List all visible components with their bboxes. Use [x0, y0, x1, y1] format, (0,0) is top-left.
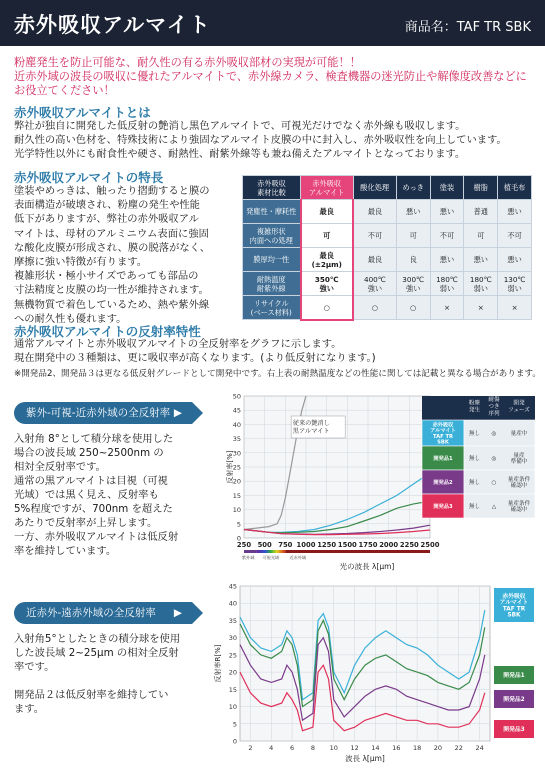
intro-line: 近赤外域の波長の吸収に優れたアルマイトで、赤外線カメラ、検査機器の迷光防止や解像度改善などに — [14, 70, 527, 83]
legend-label-line: 開発品2 — [503, 697, 525, 703]
legend-column-header-line: 序列 — [488, 411, 500, 417]
legend-row-value — [492, 504, 497, 510]
intro-line: 粉塵発生を防止可能な、耐久性の有る赤外吸収部材の実現が可能！！ — [14, 56, 361, 69]
table-cell: 悪い — [396, 200, 430, 224]
legend-column-header-line: フェーズ — [508, 407, 530, 414]
y-tick-label: 35 — [232, 435, 241, 444]
reflect-paragraph — [14, 337, 539, 365]
x-tick-label: 2000 — [379, 541, 399, 549]
reflect-line: 通常アルマイトと赤外吸収アルマイトの全反射率をグラフに示します。 — [14, 338, 342, 350]
x-axis-label: 波長 λ[μm] — [345, 754, 385, 763]
y-tick-label: 45 — [228, 582, 237, 591]
table-row-header: リサイクル (ベース材料) — [243, 296, 301, 320]
section2-line: した波長域 2~25μm の相対全反射 — [14, 647, 179, 659]
x-tick-label: 12 — [350, 744, 359, 752]
y-tick-label: 15 — [232, 491, 241, 500]
section2-line: ます。 — [14, 703, 45, 715]
table-cell: ○ — [353, 296, 396, 320]
legend-column-header-line: 粉塵 — [468, 400, 481, 407]
features-line: 寸法精度と皮膜の均一性が維持されます。 — [14, 284, 209, 297]
legend-row-value — [492, 431, 497, 437]
spectrum-label: 紫外域 — [241, 555, 255, 560]
play-arrow-icon: ▶ — [173, 407, 182, 419]
y-tick-label: 0 — [236, 534, 241, 543]
legend-label — [503, 671, 524, 679]
table-cell: × — [464, 296, 498, 320]
x-tick-label: 500 — [257, 541, 272, 549]
legend-row-value-line: 量産 — [513, 453, 525, 459]
legend-row-value — [469, 429, 480, 437]
reflect-note: ※開発品2、開発品３は更なる低反射グレードとして開発中です。右上表の耐熱温度などの性能に関しては記載と異なる場合があります。 — [14, 369, 541, 379]
table-cell: 不可 — [430, 224, 464, 248]
x-tick-label: 20 — [433, 744, 443, 752]
legend-row-value-line: 量産条件 — [507, 477, 531, 483]
y-tick-label: 10 — [228, 703, 237, 712]
legend-column-header — [488, 395, 500, 417]
page-header — [0, 0, 545, 46]
features-line: 低下がありますが、弊社の赤外吸収アル — [14, 213, 199, 226]
legend-row-value-line: 確認中 — [510, 507, 528, 513]
table-cell: 不可 — [353, 224, 396, 248]
features-line: への耐久性も優れます。 — [14, 312, 127, 325]
x-tick-label: 250 — [236, 541, 252, 549]
spectrum-label: 可視光域 — [262, 555, 280, 560]
legend-label-line: 開発品1 — [503, 673, 525, 679]
visible-spectrum-bar — [256, 550, 285, 553]
legend-row-value-line: 無し — [468, 504, 481, 510]
x-tick-label: 24 — [475, 744, 484, 752]
y-tick-label: 15 — [228, 685, 237, 694]
table-cell: ○ — [301, 296, 354, 320]
x-axis-label: 光の波長 λ[μm] — [339, 562, 395, 571]
y-tick-label: 25 — [232, 463, 241, 472]
legend-label-line: 赤外吸収 — [502, 594, 526, 600]
y-tick-label: 30 — [232, 449, 241, 458]
what-line: 光学特性以外にも耐食性や硬さ、耐熱性、耐紫外線等も兼ね備えたアルマイトとなっております。 — [14, 148, 466, 161]
legend-row-label-line: 開発品1 — [433, 456, 453, 462]
legend-label-line: SBK — [507, 612, 521, 619]
legend-row-label — [433, 502, 453, 510]
legend-row-value — [508, 499, 531, 513]
table-column-header: 赤外吸収 アルマイト — [301, 176, 354, 200]
table-row-header: 発塵性・摩耗性 — [243, 200, 301, 224]
legend-row-label-line: TAF TR — [432, 433, 454, 440]
page-title: 赤外吸収アルマイト — [14, 13, 211, 37]
section2-line: 率です。 — [14, 661, 55, 673]
legend-row-label — [433, 478, 453, 486]
table-cell: 300℃ 強い — [396, 272, 430, 296]
legend-label-line: 開発品3 — [503, 727, 525, 733]
legend-row-label-line: アルマイト — [430, 428, 456, 435]
table-column-header: 酸化処理 — [353, 176, 396, 200]
legend-row-label-line: 開発品2 — [433, 480, 453, 486]
legend-row-label-line: SBK — [437, 439, 449, 446]
legend-row-label — [433, 454, 453, 462]
table-cell: 悪い — [430, 248, 464, 272]
comparison-header-row — [243, 176, 532, 200]
y-tick-label: 50 — [232, 392, 241, 401]
y-tick-label: 45 — [232, 406, 241, 415]
table-cell: 悪い — [498, 200, 532, 224]
features-paragraph — [14, 184, 239, 326]
x-tick-label: 4 — [269, 744, 274, 752]
table-row — [243, 272, 532, 296]
legend-column-header-line: 開発 — [513, 400, 525, 407]
legend-row-value — [492, 480, 497, 486]
table-cell: 可 — [396, 224, 430, 248]
section2-desc — [14, 632, 226, 716]
y-tick-label: 0 — [232, 737, 237, 746]
x-tick-label: 22 — [454, 744, 463, 752]
table-cell: 最良 — [353, 248, 396, 272]
section1-line: 率を維持しています。 — [14, 545, 117, 557]
legend-row-value-line: 無し — [468, 480, 481, 486]
comparison-table — [242, 175, 532, 321]
legend-row-value — [469, 502, 480, 510]
y-tick-label: 25 — [228, 651, 237, 660]
table-cell: 良 — [396, 248, 430, 272]
section1-line: 入射角 8°として積分球を使用した — [14, 433, 174, 445]
table-row-header: 複雑形状 内面への処理 — [243, 224, 301, 248]
x-tick-label: 750 — [278, 541, 293, 549]
section2-tag — [14, 602, 192, 624]
legend-row-value — [492, 456, 497, 462]
section1-tag-label: 紫外-可視-近赤外域の全反射率 — [26, 407, 171, 419]
table-row — [243, 224, 532, 248]
table-corner-header: 赤外吸収 素材比較 — [243, 176, 301, 200]
annotation-text-line: 黒アルマイト — [292, 428, 330, 435]
features-line: 表面構造が破壊され、粉塵の発生や性能 — [14, 199, 200, 212]
section1-line: 光域）では黒く見え、反射率も — [14, 489, 159, 501]
legend-column-header — [469, 399, 481, 414]
x-tick-label: 18 — [412, 744, 422, 752]
x-tick-label: 2250 — [399, 541, 419, 549]
legend-row-value-line: ◎ — [491, 456, 497, 462]
legend-row-value — [469, 454, 480, 462]
table-cell: 最良 — [353, 200, 396, 224]
x-tick-label: 2 — [248, 744, 253, 752]
legend-row-value-line: 無し — [468, 431, 481, 437]
legend-label-line: TAF TR — [502, 606, 526, 613]
features-line: 無機物質で着色しているため、熱や紫外線 — [14, 298, 210, 311]
x-tick-label: 10 — [329, 744, 338, 752]
legend-row-value-line: △ — [491, 504, 497, 510]
y-axis-label: 反射率[%] — [226, 450, 234, 484]
table-cell: 180℃ 弱い — [430, 272, 464, 296]
what-heading: 赤外吸収アルマイトとは — [14, 105, 151, 120]
legend-label-line: アルマイト — [499, 600, 529, 607]
legend-row-value — [508, 475, 531, 489]
table-cell: 最良 — [301, 200, 354, 224]
table-column-header: 樹脂 — [464, 176, 498, 200]
legend-row-value-line: 確認中 — [510, 483, 528, 489]
legend-row-value-line: ○ — [491, 480, 497, 486]
what-paragraph — [14, 119, 539, 162]
section2-line — [14, 674, 226, 688]
section2-line: 入射角5°としたときの積分球を使用 — [14, 633, 181, 645]
reflectance-chart-uv-nir — [226, 388, 540, 576]
x-tick-label: 8 — [310, 744, 315, 752]
x-tick-label: 2500 — [420, 541, 440, 549]
legend-column-header-line: つき — [488, 404, 500, 410]
legend-label — [503, 725, 524, 733]
features-line: 複雑形状・極小サイズであっても部品の — [14, 270, 199, 283]
section2-tag-label: 近赤外-遠赤外域の全反射率 — [26, 607, 156, 619]
legend-column-header-line: 耐傷 — [488, 397, 500, 403]
legend-row-value — [469, 478, 480, 486]
table-cell: 悪い — [430, 200, 464, 224]
table-cell: 可 — [301, 224, 354, 248]
table-cell: 350℃ 強い — [301, 272, 354, 296]
section1-line: 通常の黒アルマイトは目視（可視 — [14, 475, 168, 487]
what-line: 耐久性の高い色材を、特殊技術により強固なアルマイト皮膜の中に封入し、赤外吸収性を向上しています。 — [14, 134, 507, 147]
section1-desc — [14, 432, 226, 558]
section1-line: あたりで反射率が上昇します。 — [14, 517, 158, 529]
features-line: マイトは、母材のアルミニウム表面に強固 — [14, 227, 209, 240]
section1-tag — [14, 402, 192, 424]
table-cell: ○ — [396, 296, 430, 320]
section1-line: 一方、赤外吸収アルマイトは低反射 — [14, 531, 179, 543]
table-row — [243, 296, 532, 320]
legend-row-value-line: ◎ — [491, 431, 497, 437]
features-line: 塗装やめっきは、触ったり摺動すると膜の — [14, 185, 210, 197]
legend-row-value-line: 準備中 — [510, 459, 528, 465]
table-row — [243, 248, 532, 272]
y-tick-label: 5 — [236, 520, 241, 529]
table-cell: 130℃ 弱い — [498, 272, 532, 296]
legend-label — [503, 695, 524, 703]
y-axis-label: 反射率R[%] — [214, 644, 222, 683]
table-cell: 悪い — [498, 248, 532, 272]
table-cell: 400℃ 強い — [353, 272, 396, 296]
legend-row-label-line: 赤外吸収 — [432, 422, 454, 429]
plot-area — [240, 586, 490, 741]
y-tick-label: 20 — [232, 477, 241, 486]
y-tick-label: 30 — [228, 634, 237, 643]
spectrum-label: 近赤外域 — [289, 555, 307, 560]
x-tick-label: 1500 — [337, 541, 357, 549]
legend-row-value-line: 量産条件 — [507, 501, 531, 507]
legend-row-label-line: 開発品3 — [433, 504, 453, 510]
table-cell: 不可 — [498, 224, 532, 248]
product-name: 商品名：TAF TR SBK — [404, 20, 531, 35]
table-cell: 180℃ 弱い — [464, 272, 498, 296]
uv-spectrum-bar — [244, 550, 256, 553]
y-tick-label: 5 — [232, 720, 237, 729]
legend-row-value — [511, 429, 528, 437]
x-tick-label: 1000 — [296, 541, 316, 549]
intro-text — [14, 56, 534, 98]
x-tick-label: 16 — [392, 744, 401, 752]
annotation-text-line: 従来の艶消し — [292, 420, 330, 427]
section2-line: 開発品２は低反射率を維持してい — [14, 689, 169, 701]
section1-line: 場合の波長域 250~2500nm の — [14, 447, 164, 459]
features-heading: 赤外吸収アルマイトの特長 — [14, 170, 164, 185]
table-column-header: 塗装 — [430, 176, 464, 200]
section1-line: 5%程度ですが、700nm を超えた — [14, 503, 173, 515]
what-line: 弊社が独自に開発した低反射の艶消し黒色アルマイトで、可視光だけでなく赤外線も吸収します。 — [14, 120, 466, 132]
table-row-header: 耐熱温度 耐紫外線 — [243, 272, 301, 296]
x-tick-label: 6 — [290, 744, 295, 752]
reflect-line: 現在開発中の３種類は、更に吸収率が高くなります。(より低反射になります。) — [14, 352, 376, 365]
x-tick-label: 1250 — [317, 541, 337, 549]
legend-column-header-line: 発生 — [468, 407, 481, 414]
legend-row-value-line: 量産中 — [510, 431, 528, 437]
y-tick-label: 40 — [232, 420, 241, 429]
x-tick-label: 14 — [371, 744, 380, 752]
y-tick-label: 20 — [228, 668, 237, 677]
table-column-header: 植毛布 — [498, 176, 532, 200]
y-tick-label: 10 — [232, 506, 241, 515]
table-column-header: めっき — [396, 176, 430, 200]
table-cell: × — [498, 296, 532, 320]
y-tick-label: 40 — [228, 599, 237, 608]
features-line: な酸化皮膜が形成され、膜の脱落がなく、 — [14, 241, 211, 254]
table-row-header: 膜厚均一性 — [243, 248, 301, 272]
y-tick-label: 35 — [228, 616, 237, 625]
table-row — [243, 200, 532, 224]
play-arrow-icon: ▶ — [173, 607, 182, 619]
nir-spectrum-bar — [285, 550, 430, 553]
intro-line: お役立てください！ — [14, 84, 115, 97]
table-cell: 悪い — [464, 248, 498, 272]
x-tick-label: 1750 — [358, 541, 378, 549]
legend-row-value-line: 無し — [468, 456, 481, 462]
features-line: 摩擦に強い特徴が有ります。 — [14, 256, 148, 269]
table-cell: 可 — [464, 224, 498, 248]
table-cell: 普通 — [464, 200, 498, 224]
section1-line: 相対全反射率です。 — [14, 461, 106, 473]
reflectance-chart-nir-fir — [212, 580, 542, 765]
reflect-heading: 赤外吸収アルマイトの反射率特性 — [14, 324, 201, 339]
table-cell: × — [430, 296, 464, 320]
table-cell: 最良 (±2μm) — [301, 248, 354, 272]
